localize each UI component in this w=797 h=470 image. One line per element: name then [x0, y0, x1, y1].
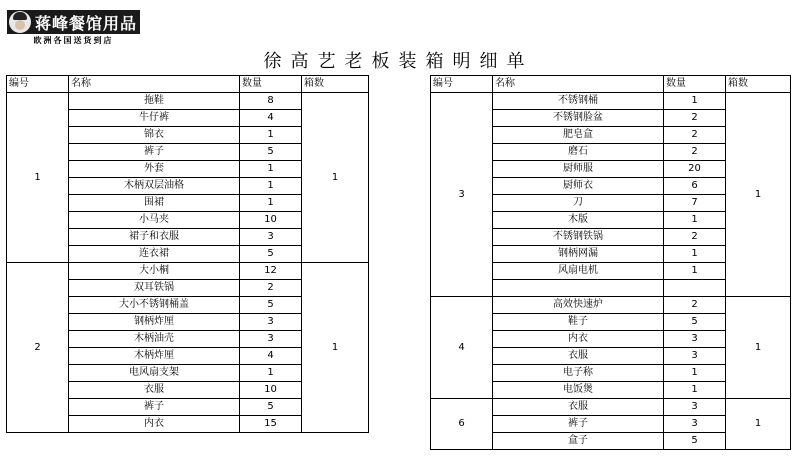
packing-table-left	[6, 75, 369, 433]
item-name: 双耳铁锅	[69, 280, 240, 297]
item-quantity: 3	[240, 314, 302, 331]
item-name: 牛仔裤	[69, 110, 240, 127]
item-quantity: 5	[240, 144, 302, 161]
item-name: 电子称	[493, 365, 664, 382]
group-number: 3	[431, 93, 493, 297]
header-boxes: 箱数	[302, 76, 369, 93]
table-row	[431, 93, 791, 110]
item-quantity: 1	[664, 246, 726, 263]
table-row	[7, 93, 369, 110]
item-name: 衣服	[493, 399, 664, 416]
header-boxes: 箱数	[726, 76, 791, 93]
box-count: 1	[726, 297, 791, 399]
item-name: 拖鞋	[69, 93, 240, 110]
box-count: 1	[302, 93, 369, 263]
item-name: 钢柄网漏	[493, 246, 664, 263]
item-name: 衣服	[493, 348, 664, 365]
item-name: 盒子	[493, 433, 664, 450]
item-quantity: 7	[664, 195, 726, 212]
group-number: 4	[431, 297, 493, 399]
item-quantity: 6	[664, 178, 726, 195]
item-quantity: 12	[240, 263, 302, 280]
item-quantity: 1	[240, 195, 302, 212]
item-name	[493, 280, 664, 297]
item-quantity: 20	[664, 161, 726, 178]
item-name: 木柄双层油格	[69, 178, 240, 195]
item-name: 内衣	[493, 331, 664, 348]
item-name: 连衣裙	[69, 246, 240, 263]
item-name: 鞋子	[493, 314, 664, 331]
item-quantity: 1	[240, 127, 302, 144]
item-quantity: 5	[240, 246, 302, 263]
table-row	[431, 297, 791, 314]
item-quantity	[664, 280, 726, 297]
group-number: 2	[7, 263, 69, 433]
packing-table-right	[430, 75, 791, 450]
item-quantity: 5	[240, 297, 302, 314]
item-quantity: 1	[240, 178, 302, 195]
item-name: 木柄油壳	[69, 331, 240, 348]
item-name: 裤子	[493, 416, 664, 433]
table-row	[431, 399, 791, 416]
item-name: 风扇电机	[493, 263, 664, 280]
item-name: 内衣	[69, 416, 240, 433]
item-name: 大小不锈钢桶盖	[69, 297, 240, 314]
logo-title: 蒋峰餐馆用品	[35, 13, 138, 33]
box-count: 1	[726, 93, 791, 297]
item-name: 高效快速炉	[493, 297, 664, 314]
item-name: 小马夹	[69, 212, 240, 229]
item-quantity: 1	[240, 161, 302, 178]
item-quantity: 5	[664, 314, 726, 331]
founder-portrait-icon	[9, 11, 31, 33]
item-quantity: 3	[240, 331, 302, 348]
item-name: 刀	[493, 195, 664, 212]
box-count: 1	[726, 399, 791, 450]
item-quantity: 15	[240, 416, 302, 433]
item-name: 不锈钢桶	[493, 93, 664, 110]
document-title: 徐高艺老板装箱明细单	[263, 51, 534, 72]
header-name: 名称	[493, 76, 664, 93]
item-quantity: 5	[240, 399, 302, 416]
header-no: 编号	[431, 76, 493, 93]
item-name: 裤子	[69, 399, 240, 416]
item-quantity: 10	[240, 382, 302, 399]
item-quantity: 1	[240, 365, 302, 382]
item-quantity: 1	[664, 365, 726, 382]
item-quantity: 3	[240, 229, 302, 246]
header-no: 编号	[7, 76, 69, 93]
item-quantity: 3	[664, 331, 726, 348]
item-quantity: 3	[664, 416, 726, 433]
item-name: 裤子	[69, 144, 240, 161]
header-name: 名称	[69, 76, 240, 93]
item-name: 衣服	[69, 382, 240, 399]
header-qty: 数量	[664, 76, 726, 93]
item-quantity: 3	[664, 348, 726, 365]
item-name: 木版	[493, 212, 664, 229]
item-name: 肥皂盒	[493, 127, 664, 144]
item-name: 锦衣	[69, 127, 240, 144]
item-quantity: 8	[240, 93, 302, 110]
item-name: 围裙	[69, 195, 240, 212]
group-number: 1	[7, 93, 69, 263]
item-quantity: 10	[240, 212, 302, 229]
table-header-row	[431, 76, 791, 93]
item-name: 电饭煲	[493, 382, 664, 399]
item-quantity: 2	[664, 297, 726, 314]
item-name: 大小桐	[69, 263, 240, 280]
item-quantity: 1	[664, 93, 726, 110]
table-header-row	[7, 76, 369, 93]
item-name: 木柄炸厘	[69, 348, 240, 365]
store-logo	[7, 10, 140, 46]
item-quantity: 2	[664, 229, 726, 246]
item-quantity: 2	[664, 110, 726, 127]
item-quantity: 2	[664, 127, 726, 144]
item-name: 不锈钢脸盆	[493, 110, 664, 127]
item-name: 厨师衣	[493, 178, 664, 195]
item-quantity: 4	[240, 348, 302, 365]
table-row	[7, 263, 369, 280]
item-name: 钢柄炸厘	[69, 314, 240, 331]
item-quantity: 1	[664, 212, 726, 229]
logo-subtitle: 欧洲各国送货到店	[33, 36, 114, 45]
item-quantity: 1	[664, 263, 726, 280]
item-quantity: 1	[664, 382, 726, 399]
item-quantity: 5	[664, 433, 726, 450]
item-name: 裙子和衣服	[69, 229, 240, 246]
item-quantity: 3	[664, 399, 726, 416]
box-count: 1	[302, 263, 369, 433]
item-name: 不锈钢铁锅	[493, 229, 664, 246]
item-name: 电风扇支架	[69, 365, 240, 382]
group-number: 6	[431, 399, 493, 450]
item-name: 磨石	[493, 144, 664, 161]
logo-banner	[7, 10, 140, 34]
item-quantity: 2	[240, 280, 302, 297]
item-quantity: 2	[664, 144, 726, 161]
item-name: 厨师服	[493, 161, 664, 178]
item-name: 外套	[69, 161, 240, 178]
item-quantity: 4	[240, 110, 302, 127]
header-qty: 数量	[240, 76, 302, 93]
